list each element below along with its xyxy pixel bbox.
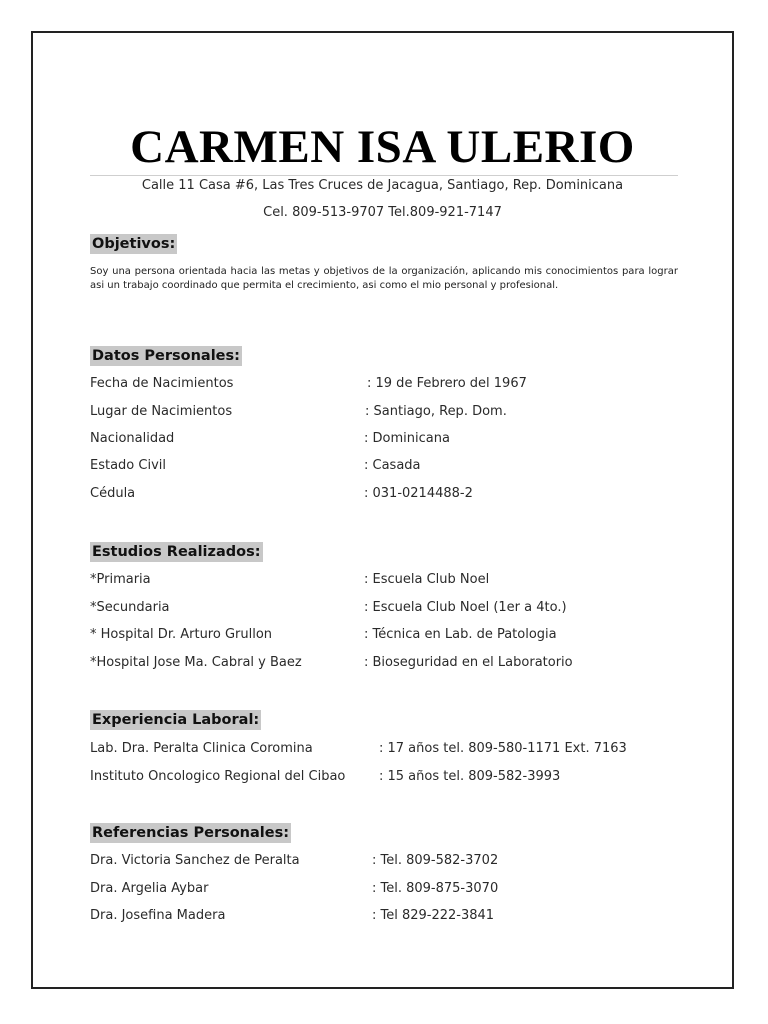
experiencia-heading: Experiencia Laboral:: [92, 712, 260, 728]
row-label: Lab. Dra. Peralta Clinica Coromina: [90, 741, 313, 756]
row-label: Estado Civil: [90, 458, 166, 473]
referencias-row-madera: [90, 906, 690, 926]
resume-page: [31, 31, 734, 989]
datos-row-cedula: [90, 484, 690, 504]
row-value: : Escuela Club Noel: [364, 572, 490, 587]
objetivos-text: Soy una persona orientada hacia las metas y objetivos de la organización, aplicando mis conocimientos para lograr asi un trabajo coordinado que permita el crecimiento, asi como el mio personal y profesional.: [90, 266, 678, 291]
row-label: *Secundaria: [90, 600, 170, 615]
estudios-row-hospital-cabral: [90, 653, 690, 673]
row-label: Nacionalidad: [90, 431, 175, 446]
candidate-name: CARMEN ISA ULERIO: [130, 121, 635, 173]
row-value: : Tel 829-222-3841: [372, 908, 495, 923]
row-value: : Dominicana: [364, 431, 450, 446]
row-value: : Santiago, Rep. Dom.: [365, 404, 507, 419]
row-label: * Hospital Dr. Arturo Grullon: [90, 627, 273, 642]
estudios-row-hospital-grullon: [90, 625, 690, 645]
datos-row-estado-civil: [90, 456, 690, 476]
row-value: : Escuela Club Noel (1er a 4to.): [364, 600, 567, 615]
row-label: Fecha de Nacimientos: [90, 376, 234, 391]
experiencia-row-peralta: [90, 739, 690, 759]
referencias-row-aybar: [90, 879, 690, 899]
row-label: Instituto Oncologico Regional del Cibao: [90, 769, 346, 784]
estudios-row-secundaria: [90, 598, 690, 618]
row-label: Lugar de Nacimientos: [90, 404, 233, 419]
row-value: : 17 años tel. 809-580-1171 Ext. 7163: [379, 741, 627, 756]
referencias-heading: Referencias Personales:: [92, 825, 290, 841]
row-label: Dra. Josefina Madera: [90, 908, 226, 923]
row-label: Dra. Argelia Aybar: [90, 881, 209, 896]
address: Calle 11 Casa #6, Las Tres Cruces de Jacagua, Santiago, Rep. Dominicana: [141, 178, 624, 193]
row-label: *Primaria: [90, 572, 151, 587]
estudios-row-primaria: [90, 570, 690, 590]
estudios-heading: Estudios Realizados:: [92, 544, 261, 560]
phone-numbers: Cel. 809-513-9707 Tel.809-921-7147: [263, 205, 502, 220]
row-value: : Tel. 809-582-3702: [372, 853, 499, 868]
row-value: : Tel. 809-875-3070: [372, 881, 499, 896]
row-value: : 031-0214488-2: [364, 486, 473, 501]
datos-row-lugar: [90, 402, 690, 422]
datos-row-nacionalidad: [90, 429, 690, 449]
experiencia-row-oncologico: [90, 767, 690, 787]
datos-personales-heading: Datos Personales:: [92, 348, 240, 364]
datos-row-fecha: [90, 374, 690, 394]
objetivos-heading: Objetivos:: [92, 236, 176, 252]
row-value: : 19 de Febrero del 1967: [367, 376, 527, 391]
row-value: : 15 años tel. 809-582-3993: [379, 769, 561, 784]
row-value: : Bioseguridad en el Laboratorio: [364, 655, 573, 670]
row-value: : Casada: [364, 458, 421, 473]
row-label: Dra. Victoria Sanchez de Peralta: [90, 853, 300, 868]
row-label: Cédula: [90, 486, 136, 501]
referencias-row-sanchez: [90, 851, 690, 871]
header-divider: [90, 175, 678, 176]
row-label: *Hospital Jose Ma. Cabral y Baez: [90, 655, 302, 670]
row-value: : Técnica en Lab. de Patologia: [364, 627, 557, 642]
